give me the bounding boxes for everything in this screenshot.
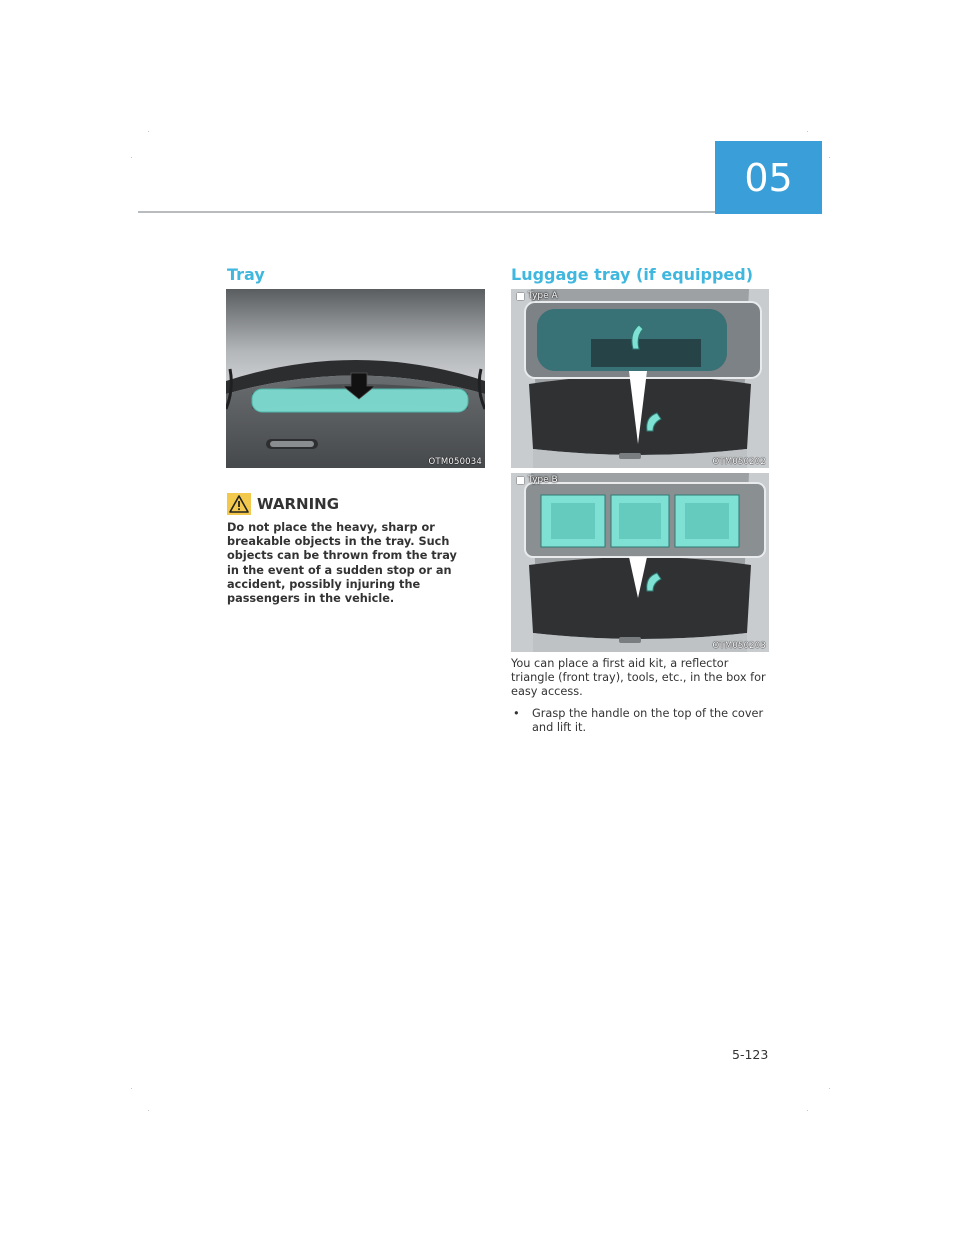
header-rule: [138, 211, 715, 213]
photo-code: OTM050034: [428, 457, 482, 467]
luggage-photo-type-b: [511, 473, 769, 652]
bullet-item: [511, 707, 773, 735]
luggage-photo-type-a: [511, 289, 769, 468]
page-number: 5-123: [732, 1047, 769, 1062]
photo-code: OTM050203: [712, 641, 766, 651]
crop-mark: [131, 157, 132, 158]
bullet-text: Grasp the handle on the top of the cover and lift it.: [532, 707, 764, 734]
luggage-illustration-b: [511, 473, 769, 652]
crop-mark: [807, 131, 808, 132]
crop-mark: [131, 1088, 132, 1089]
type-a-text: Type A: [528, 291, 558, 301]
warning-box: [227, 491, 467, 606]
crop-mark: [829, 157, 830, 158]
chapter-number: 05: [744, 155, 793, 200]
crop-mark: [148, 131, 149, 132]
tray-photo: [226, 289, 485, 468]
tray-heading: Tray: [227, 265, 265, 284]
crop-mark: [807, 1110, 808, 1111]
luggage-illustration-a: [511, 289, 769, 468]
type-b-text: Type B: [528, 475, 558, 485]
photo-code: OTM050202: [712, 457, 766, 467]
warning-title: WARNING: [257, 495, 340, 513]
crop-mark: [829, 1088, 830, 1089]
luggage-tray-heading: Luggage tray (if equipped): [511, 265, 754, 284]
bullet-marker: •: [513, 707, 520, 720]
warning-triangle-icon: [227, 493, 251, 515]
luggage-tray-description: You can place a first aid kit, a reflector triangle (front tray), tools, etc., in the box for easy access.: [511, 657, 766, 698]
warning-text: Do not place the heavy, sharp or breakable objects in the tray. Such objects can be thrown from the tray in the event of a sudden stop or an accident, possibly injuring the passengers in the vehicle.: [227, 521, 457, 606]
type-b-label: [517, 475, 558, 485]
dashboard-illustration: [226, 289, 485, 468]
square-marker-icon: [517, 477, 524, 484]
square-marker-icon: [517, 293, 524, 300]
type-a-label: [517, 291, 558, 301]
crop-mark: [148, 1110, 149, 1111]
warning-header: [227, 491, 467, 517]
chapter-tab: [715, 141, 822, 214]
